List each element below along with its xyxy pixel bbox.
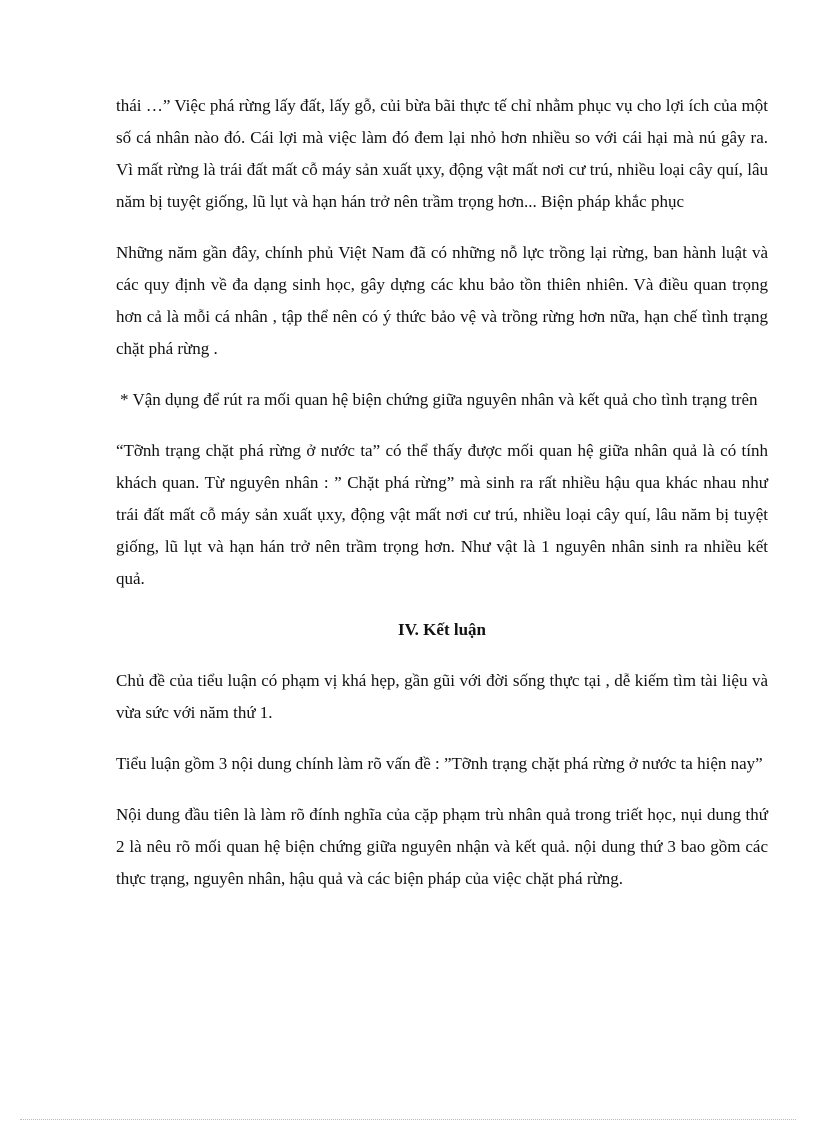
paragraph-application-note: * Vận dụng để rút ra mối quan hệ biện chứng giữa nguyên nhân và kết quả cho tình trạng trên bbox=[120, 390, 758, 409]
document-body bbox=[116, 90, 768, 914]
paragraph-deforestation-harm: thái …” Việc phá rừng lấy đất, lấy gỗ, củi bừa bãi thực tế chỉ nhằm phục vụ cho lợi ích của một số cá nhân nào đó. Cái lợi mà việc làm đó đem lại nhỏ hơn nhiều so với cái hại mà nú gây ra. Vì mất rừng là trái đất mất cỗ máy sản xuất ụxy, động vật mất nơi cư trú, nhiều loại cây quí, lâu năm bị tuyệt giống, lũ lụt và hạn hán trở nên trầm trọng hơn... Biện pháp khắc phục bbox=[116, 96, 768, 211]
paragraph-cause-effect: “Tỡnh trạng chặt phá rừng ở nước ta” có thể thấy được mối quan hệ giữa nhân quả là có tính khách quan. Từ nguyên nhân : ” Chặt phá rừng” mà sinh ra rất nhiều hậu qua khác nhau như trái đất mất cỗ máy sản xuất ụxy, động vật mất nơi cư trú, nhiều loại cây quí, lâu năm bị tuyệt giống, lũ lụt và hạn hán trở nên trầm trọng hơn. Như vật là 1 nguyên nhân sinh ra nhiều kết quả. bbox=[116, 441, 768, 588]
paragraph-conclusion-details: Nội dung đầu tiên là làm rõ đính nghĩa của cặp phạm trù nhân quả trong triết học, nụi dung thứ 2 là nêu rõ mối quan hệ biện chứng giữa nguyên nhận và kết quả. nội dung thứ 3 bao gồm các thực trạng, nguyên nhân, hậu quả và các biện pháp của việc chặt phá rừng. bbox=[116, 805, 768, 888]
paragraph-conclusion-scope: Chủ đề của tiểu luận có phạm vị khá hẹp, gần gũi với đời sống thực tại , dễ kiếm tìm tài liệu và vừa sức với năm thứ 1. bbox=[116, 671, 768, 722]
paragraph-conclusion-contents: Tiểu luận gồm 3 nội dung chính làm rõ vấn đề : ”Tỡnh trạng chặt phá rừng ở nước ta hiện nay” bbox=[116, 754, 763, 773]
paragraph-government-efforts: Những năm gần đây, chính phủ Việt Nam đã có những nỗ lực trồng lại rừng, ban hành luật và các quy định về đa dạng sinh học, gây dựng các khu bảo tồn thiên nhiên. Và điều quan trọng hơn cả là mỗi cá nhân , tập thể nên có ý thức bảo vệ và trồng rừng hơn nữa, hạn chế tình trạng chặt phá rừng . bbox=[116, 243, 768, 358]
section-heading-conclusion: IV. Kết luận bbox=[397, 620, 486, 639]
page-bottom-divider bbox=[20, 1119, 796, 1120]
